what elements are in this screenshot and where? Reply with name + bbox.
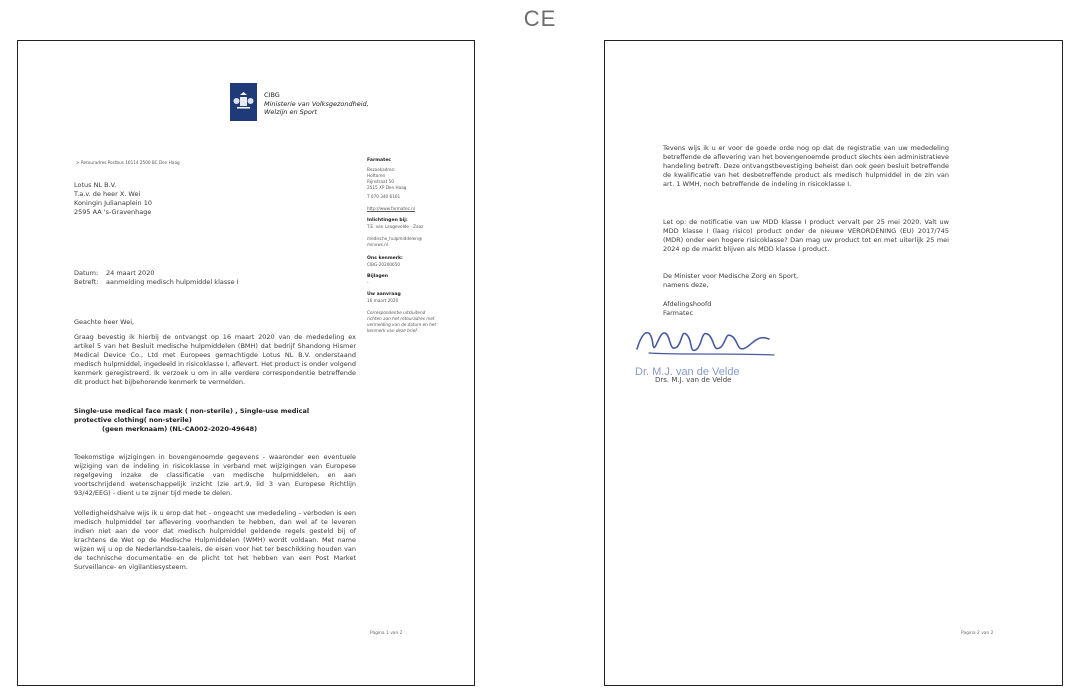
sidebar-web-link[interactable]: http://www.farmatec.nl — [367, 206, 416, 211]
subject-line: Betreft: aanmelding medisch hulpmiddel klasse I — [74, 278, 239, 286]
sidebar-dept: Farmatec — [367, 158, 392, 163]
body-paragraph-2: Toekomstige wijzigingen in bovengenoemde gegevens - waaronder een eventuele wijziging van de indeling in risicoklasse in verband met wijzigingen van Europese regelgeving inzake de classificatie van medische hulpmiddelen, en aan voortschrijdend wetenschappelijk inzicht (zie art.9, lid 3 van Europese Richtlijn 93/42/EEG) - dient u te zijner tijd mede te delen. — [74, 453, 356, 497]
date-line: Datum: 24 maart 2020 — [74, 269, 155, 277]
sidebar-reference: CIBG-20200650 — [367, 262, 401, 267]
page-number: Pagina 1 van 2 — [370, 631, 403, 636]
product-description: Single-use medical face mask ( non-sterile) , Single-use medical protective clothing( non-sterile) (geen merknaam) (NL-CA002-2020-49648) — [74, 407, 310, 433]
body-paragraph-3: Volledigheidshalve wijs ik u erop dat het - ongeacht uw mededeling - verboden is een medisch hulpmiddel ter aflevering voorhanden te hebben, dan wel af te leveren indien niet aan de voor dat medisch hulpmiddel geldende regels gesteld bij of krachtens de Wet op de Medische Hulpmiddelen (WMH) wordt voldaan. Met name wijzen wij u op de Nederlandse-taaleis, de eisen voor het ter beschikking houden van de technische documentatie en de plicht tot het hebben van een Post Market Surveillance- en vigilantiesysteem. — [74, 509, 356, 571]
greeting: Geachte heer Wei, — [74, 318, 135, 326]
letter-sidebar: Farmatec Bezoekadres: Hoftoren Rijnstraat 50 2515 XP Den Haag T 070 340 6161 http://www.farmatec.nl Inlichtingen bij: T.E. van Langevelde - Zaaz medische_hulpmiddelen@ minvws.nl Ons kenmerk: CIBG-20200650 Bijlagen - Uw aanvraag 16 maart 2020 Correspondentie uitsluitend richten aan het retouradres met vermelding van de datum en het kenmerk van deze brief. — [367, 158, 467, 334]
letter-page-1 — [17, 40, 475, 686]
letter-page-2 — [604, 40, 1063, 686]
signature-stamp: Dr. M.J. van de Velde — [635, 366, 740, 378]
return-address: > Retouradres Postbus 16114 2500 BC Den Haag — [76, 160, 180, 165]
body-paragraph-1: Graag bevestig ik hierbij de ontvangst op 16 maart 2020 van de mededeling ex artikel 5 van het Besluit medische hulpmiddelen (BMH) dat bedrijf Shandong Hismer Medical Device Co., Ltd met Europees gemachtigde Lotus NL B.V. onderstaand medisch hulpmiddel, ingedeeld in risicoklasse I, aflevert. Het product is onder volgend kenmerk geregistreerd. Ik verzoek u om in alle verdere correspondentie betreffende dit product het bijbehorende kenmerk te vermelden. — [74, 333, 356, 386]
sidebar-phone: T 070 340 6161 — [367, 194, 401, 199]
body-paragraph-4: Tevens wijs ik u er voor de goede orde nog op dat de registratie van uw mededeling betreffende de aflevering van het bovengenoemde product slechts een administratieve handeling betreft. Deze ontvangstbevestiging beheist dan ook geen besluit betreffende de kwalificatie van het desbetreffende product als medisch hulpmiddel in de zin van art. 1 WMH, noch betreffende de indeling in risicoklasse I. — [663, 144, 949, 188]
notice-paragraph: Let op: de notificatie van uw MDD klasse I product vervalt per 25 mei 2020. Valt uw MDD klasse I (laag risico) product onder de nieuwe VERORDENING (EU) 2017/745 (MDR) onder een hogere risicoklasse? Dan mag uw product tot en met uiterlijk 25 mei 2024 op de markt blijven als MDD klasse I product. — [663, 218, 949, 253]
ministry-name: CIBG Ministerie van Volksgezondheid, Welzijn en Sport — [264, 91, 369, 116]
ministry-logo — [230, 83, 257, 121]
sidebar-email: medische_hulpmiddelen@ — [367, 236, 423, 241]
closing: De Minister voor Medische Zorg en Sport, namens deze, — [663, 272, 799, 289]
page-number: Pagina 2 van 2 — [961, 631, 994, 636]
page-title: CE — [523, 6, 557, 31]
signatory-role: Afdelingshoofd Farmatec — [663, 300, 712, 317]
sidebar-note: Correspondentie uitsluitend richten aan het retouradres met vermelding van de datum en het kenmerk van deze brief. — [367, 310, 437, 333]
handwritten-signature — [629, 319, 779, 367]
signatory-name: Drs. M.J. van de Velde — [655, 376, 732, 384]
recipient-address: Lotus NL B.V. T.a.v. de heer X. Wei Koningin Julianaplein 10 2595 AA 's-Gravenhage — [74, 181, 153, 216]
coat-of-arms-icon — [230, 83, 257, 121]
